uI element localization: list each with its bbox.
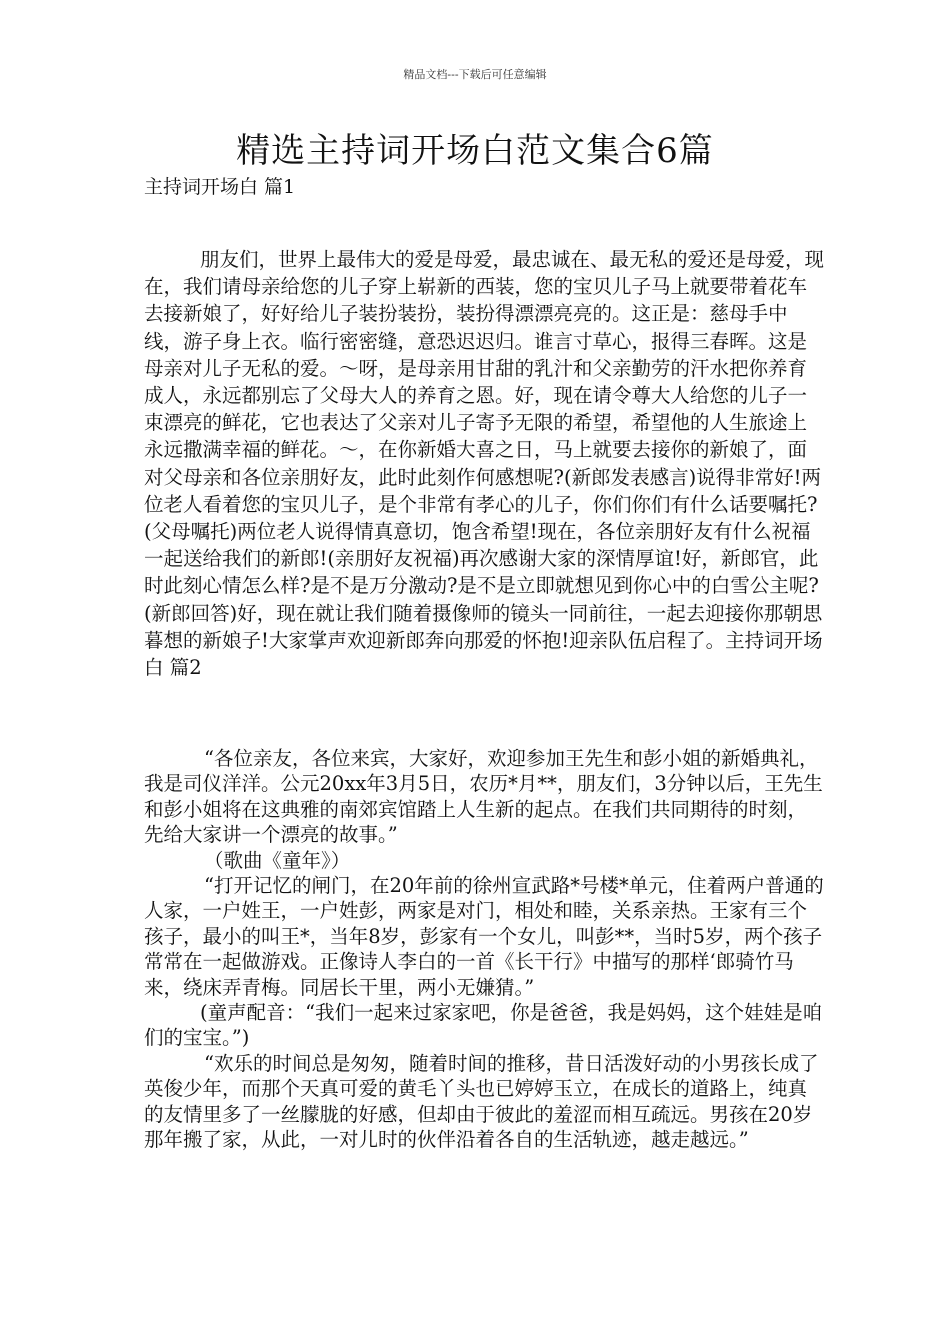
paragraph: 朋友们，世界上最伟大的爱是母爱，最忠诚在、最无私的爱还是母爱，现在，我们请母亲给您的儿子穿上崭新的西装，您的宝贝儿子马上就要带着花车去接新娘了，好好给儿子装扮装扮，装扮得漂漂亮亮的。这正是：慈母手中线，游子身上衣。临行密密缝，意恐迟迟归。谁言寸草心，报得三春晖。这是母亲对儿子无私的爱。～呀，是母亲用甘甜的乳汁和父亲勤劳的汗水把你养育成人，永远都别忘了父母大人的养育之恩。好，现在请令尊大人给您的儿子一束漂亮的鲜花，它也表达了父亲对儿子寄予无限的希望，希望他的人生旅途上永远撒满幸福的鲜花。～，在你新婚大喜之日，马上就要去接你的新娘了，面对父母亲和各位亲朋好友，此时此刻作何感想呢?(新郎发表感言)说得非常好!两位老人看着您的宝贝儿子，是个非常有孝心的儿子，你们你们有什么话要嘱托?(父母嘱托)两位老人说得情真意切，饱含希望!现在，各位亲朋好友有什么祝福一起送给我们的新郎!(亲朋好友祝福)再次感谢大家的深情厚谊!好，新郎官，此时此刻心情怎么样?是不是万分激动?是不是立即就想见到你心中的白雪公主呢?(新郎回答)好，现在就让我们随着摄像师的镜头一同前往，一起去迎接你那朝思暮想的新娘子!大家掌声欢迎新郎奔向那爱的怀抱!迎亲队伍启程了。主持词开场白 篇2 <box>144 248 825 680</box>
document-title: 精选主持词开场白范文集合6篇 <box>236 131 714 171</box>
paragraph: “各位亲友，各位来宾，大家好，欢迎参加王先生和彭小姐的新婚典礼，我是司仪洋洋。公元20xx年3月5日，农历*月**，朋友们，3分钟以后，王先生和彭小姐将在这典雅的南郊宾馆踏上人生新的起点。在我们共同期待的时刻，先给大家讲一个漂亮的故事。” <box>144 747 823 847</box>
paragraph: “欢乐的时间总是匆匆，随着时间的推移，昔日活泼好动的小男孩长成了英俊少年，而那个天真可爱的黄毛丫头也已婷婷玉立，在成长的道路上，纯真的友情里多了一丝朦胧的好感，但却由于彼此的羞涩而相互疏远。男孩在20岁那年搬了家，从此，一对儿时的伙伴沿着各自的生活轨迹，越走越远。” <box>144 1051 819 1152</box>
paragraph: (童声配音：“我们一起来过家家吧，你是爸爸，我是妈妈，这个娃娃是咱们的宝宝。”) <box>144 1001 823 1050</box>
page-header: 精品文档---下载后可任意编辑 <box>403 68 547 81</box>
section-heading: 主持词开场白 篇1 <box>144 176 296 198</box>
paragraph: （歌曲《童年》） <box>204 848 351 872</box>
section-2-body <box>144 746 824 1153</box>
paragraph: “打开记忆的闸门，在20年前的徐州宣武路*号楼*单元，住着两户普通的人家，一户姓王，一户姓彭，两家是对门，相处和睦，关系亲热。王家有三个孩子，最小的叫王*，当年8岁，彭家有一个女儿，叫彭**，当时5岁，两个孩子常常在一起做游戏。正像诗人李白的一首《长干行》中描写的那样‘郎骑竹马来，绕床弄青梅。同居长干里，两小无嫌猜。” <box>144 874 824 999</box>
section-1-body <box>144 246 824 681</box>
